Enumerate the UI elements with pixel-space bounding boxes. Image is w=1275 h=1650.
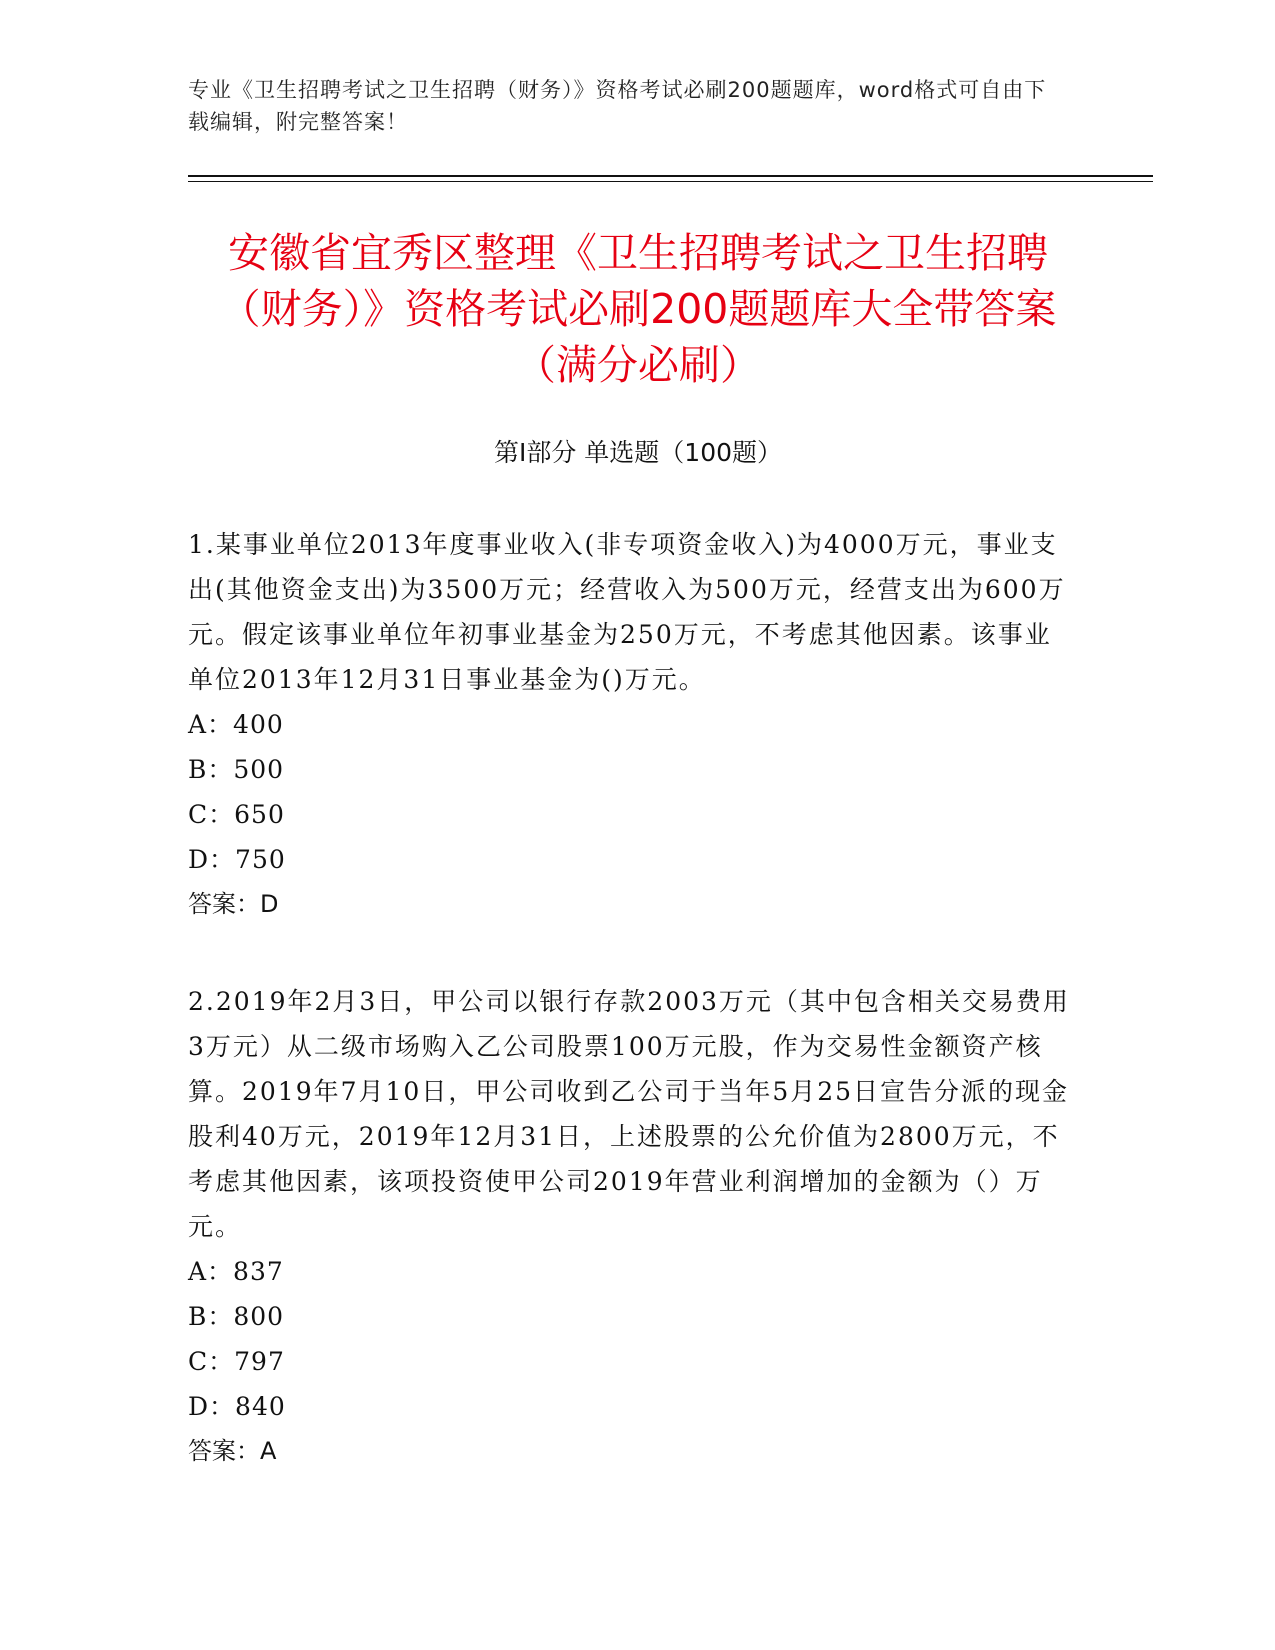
option-d: D：750	[188, 845, 286, 874]
option-a: A：400	[188, 710, 284, 739]
option-b: B：800	[188, 1302, 285, 1331]
document-title: 安徽省宜秀区整理《卫生招聘考试之卫生招聘（财务）》资格考试必刷200题题库大全带答案（满分必刷）	[219, 229, 1057, 389]
option-c: C：650	[188, 800, 285, 829]
question-1	[188, 522, 1078, 927]
header-divider-thin	[188, 181, 1153, 182]
option-a: A：837	[188, 1257, 284, 1286]
option-b: B：500	[188, 755, 285, 784]
answer-line: 答案：D	[188, 890, 279, 918]
header-divider-thick	[188, 175, 1153, 177]
option-c: C：797	[188, 1347, 285, 1376]
answer-line: 答案：A	[188, 1437, 277, 1465]
question-stem: 1.某事业单位2013年度事业收入(非专项资金收入)为4000万元，事业支出(其他资金支出)为3500万元；经营收入为500万元，经营支出为600万元。假定该事业单位年初事业基金为250万元，不考虑其他因素。该事业单位2013年12月31日事业基金为()万元。	[188, 530, 1066, 694]
question-2	[188, 979, 1078, 1474]
header-note: 专业《卫生招聘考试之卫生招聘（财务）》资格考试必刷200题题库，word格式可自由下载编辑，附完整答案！	[188, 78, 1047, 134]
section-heading: 第Ⅰ部分 单选题（100题）	[493, 438, 783, 467]
question-stem: 2.2019年2月3日，甲公司以银行存款2003万元（其中包含相关交易费用3万元）从二级市场购入乙公司股票100万元股，作为交易性金额资产核算。2019年7月10日，甲公司收到乙公司于当年5月25日宣告分派的现金股利40万元，2019年12月31日，上述股票的公允价值为2800万元，不考虑其他因素，该项投资使甲公司2019年营业利润增加的金额为（）万元。	[188, 987, 1070, 1241]
option-d: D：840	[188, 1392, 286, 1421]
